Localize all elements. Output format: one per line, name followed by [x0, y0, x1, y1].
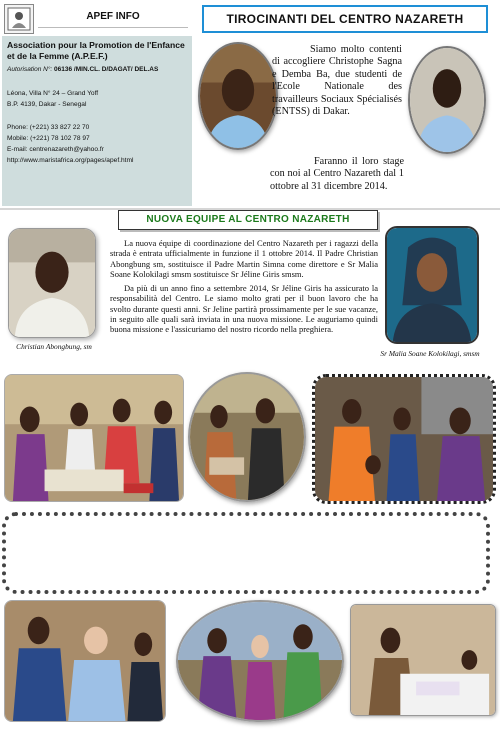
group-image: [5, 601, 165, 721]
logo-image: [6, 6, 32, 32]
organization-info-panel: [2, 36, 192, 206]
portrait-image: [410, 48, 484, 152]
group-photo-1: [4, 374, 184, 502]
group-image: [315, 377, 493, 501]
tirocinanti-paragraph-1: Siamo molto contenti di accogliere Christophe Sagna e Demba Ba, due studenti de l'Ecole Nationale des travailleurs Sociaux Spécialisés (ENTSS) di Dakar.: [272, 44, 402, 118]
phone: Phone: (+221) 33 827 22 70: [7, 124, 90, 131]
tirocinanti-paragraph-2: Faranno il loro stage con noi al Centro Nazareth dal 1 ottobre al 31 dicembre 2014.: [270, 156, 404, 192]
caption-christian: Christian Abongbung, sm: [16, 342, 92, 351]
nuova-equipe-title: NUOVA EQUIPE AL CENTRO NAZARETH: [118, 210, 378, 230]
empty-dotted-frame: [2, 512, 490, 594]
autorisation-label: Autorisation N°:: [7, 66, 55, 73]
autorisation-value: 06136 /MIN.CL. D/DAGAT/ DEL.AS: [54, 66, 159, 73]
group-photo-2: [188, 372, 306, 502]
email: E-mail: centrenazareth@yahoo.fr: [7, 146, 104, 153]
mobile: Mobile: (+221) 78 102 78 97: [7, 135, 90, 142]
organization-name: Association pour la Promotion de l'Enfance et de la Femme (A.P.E.F.): [7, 40, 185, 61]
autorisation-line: [7, 65, 187, 74]
group-image: [5, 375, 183, 501]
nuova-equipe-text: [110, 238, 378, 368]
group-photo-4: [4, 600, 166, 722]
christian-abongbung-photo: [8, 228, 96, 338]
christophe-sagna-photo: [198, 42, 278, 150]
group-photo-6: [350, 604, 496, 716]
group-photo-3: [312, 374, 496, 504]
apef-logo: [4, 4, 34, 34]
website-link[interactable]: http://www.maristafrica.org/pages/apef.html: [7, 157, 134, 164]
group-photo-5: [176, 600, 344, 722]
group-image: [178, 602, 342, 720]
caption-malia: Sr Malia Soane Kolokilagi, smsm: [380, 349, 480, 358]
demba-ba-photo: [408, 46, 486, 154]
portrait-image: [200, 44, 276, 148]
portrait-image: [9, 229, 95, 337]
group-image: [190, 374, 304, 500]
portrait-image: [387, 228, 477, 342]
address-line-2: B.P. 4139, Dakar - Senegal: [7, 101, 87, 108]
tirocinanti-title: TIROCINANTI DEL CENTRO NAZARETH: [202, 5, 488, 33]
group-image: [351, 605, 495, 715]
address-line-1: Léona, Villa N° 24 – Grand Yoff: [7, 90, 99, 97]
nuova-paragraph-2: Da più di un anno fino a settembre 2014, Sr Jéline Giris ha assicurato la responsabilità del Centro. Le siamo molto grati per il buon lavoro che ha svolto durante questi anni. Sr Jeline partirà prossimamente per le sue vacanze, in seguito alle quali sarà inviata in una nuova missione. Le auguriamo quindi buona missione e l'assicuriamo del nostro ricordo nella preghiera.: [110, 283, 378, 335]
nuova-paragraph-1: La nuova équipe di coordinazione del Centro Nazareth per i ragazzi della strada è entrata ufficialmente in funzione il 1 ottobre 2014. Il Padre Christian Abongbung sm, sostituisce il Padre Martin Simna come direttore e Sr Malia Soane Kolokilagi smsm sostituisce Sr Jéline Giris smsm.: [110, 238, 378, 279]
apef-info-title: APEF INFO: [38, 6, 188, 28]
malia-kolokilagi-photo: [385, 226, 479, 344]
